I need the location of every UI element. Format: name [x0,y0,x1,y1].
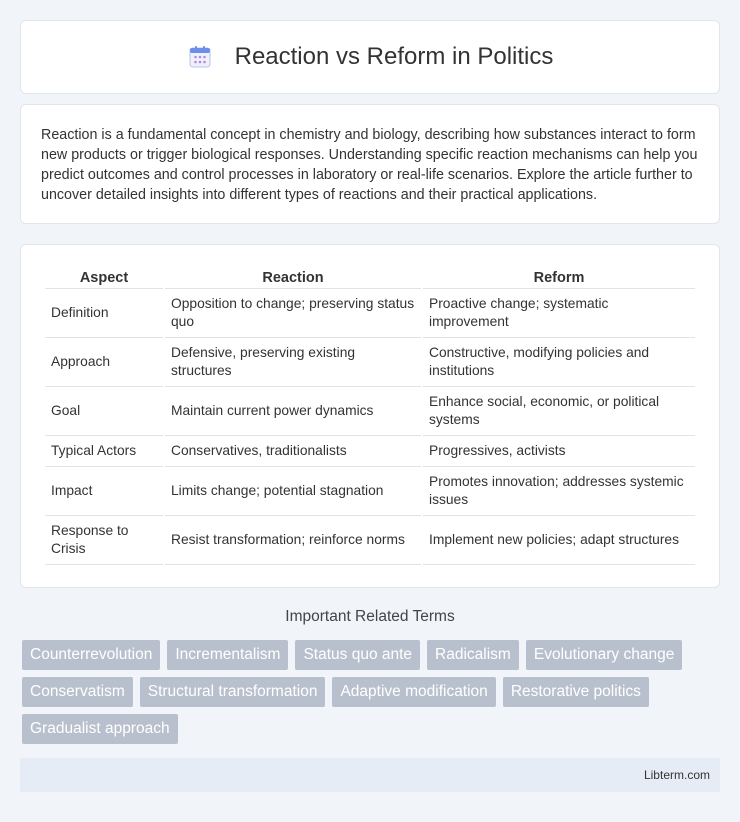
table-row [45,467,695,516]
table-row [45,338,695,387]
intro-card [20,104,720,224]
calendar-icon [187,44,213,70]
table-cell: Progressives, activists [423,436,695,467]
table-cell: Constructive, modifying policies and institutions [423,338,695,387]
related-term-tag[interactable]: Counterrevolution [22,640,160,670]
related-term-tag[interactable]: Evolutionary change [526,640,682,670]
table-cell: Impact [45,467,163,516]
column-header-reform: Reform [423,265,695,289]
related-term-tag[interactable]: Status quo ante [295,640,420,670]
page-title: Reaction vs Reform in Politics [234,43,554,70]
table-cell: Promotes innovation; addresses systemic issues [423,467,695,516]
table-cell: Limits change; potential stagnation [165,467,421,516]
related-term-tag[interactable]: Conservatism [22,677,133,707]
table-header-row [45,265,695,289]
table-row [45,436,695,467]
related-term-tag[interactable]: Radicalism [427,640,519,670]
column-header-reaction: Reaction [165,265,421,289]
footer [20,758,720,792]
related-terms-list [22,640,722,751]
column-header-aspect: Aspect [45,265,163,289]
table-row [45,289,695,338]
related-term-tag[interactable]: Restorative politics [503,677,649,707]
related-term-tag[interactable]: Adaptive modification [332,677,495,707]
table-row [45,516,695,565]
comparison-table-card [20,244,720,588]
footer-brand-link[interactable]: Libterm.com [643,768,710,782]
table-cell: Goal [45,387,163,436]
table-cell: Opposition to change; preserving status quo [165,289,421,338]
table-cell: Proactive change; systematic improvement [423,289,695,338]
table-cell: Defensive, preserving existing structures [165,338,421,387]
table-cell: Typical Actors [45,436,163,467]
related-term-tag[interactable]: Structural transformation [140,677,326,707]
related-terms-title: Important Related Terms [285,608,455,625]
table-cell: Approach [45,338,163,387]
intro-text: Reaction is a fundamental concept in chemistry and biology, describing how substances interact to form new products or trigger biological responses. Understanding specific reaction mechanisms can help you predict outcomes and control processes in laboratory or real-life scenarios. Explore the article further to uncover detailed insights into different types of reactions and their practical applications. [41,127,698,203]
table-row [45,387,695,436]
related-term-tag[interactable]: Incrementalism [167,640,288,670]
table-cell: Definition [45,289,163,338]
table-cell: Resist transformation; reinforce norms [165,516,421,565]
table-cell: Implement new policies; adapt structures [423,516,695,565]
header-card [20,20,720,94]
table-cell: Enhance social, economic, or political systems [423,387,695,436]
related-term-tag[interactable]: Gradualist approach [22,714,178,744]
table-cell: Maintain current power dynamics [165,387,421,436]
table-cell: Conservatives, traditionalists [165,436,421,467]
comparison-table [43,265,697,565]
table-cell: Response to Crisis [45,516,163,565]
